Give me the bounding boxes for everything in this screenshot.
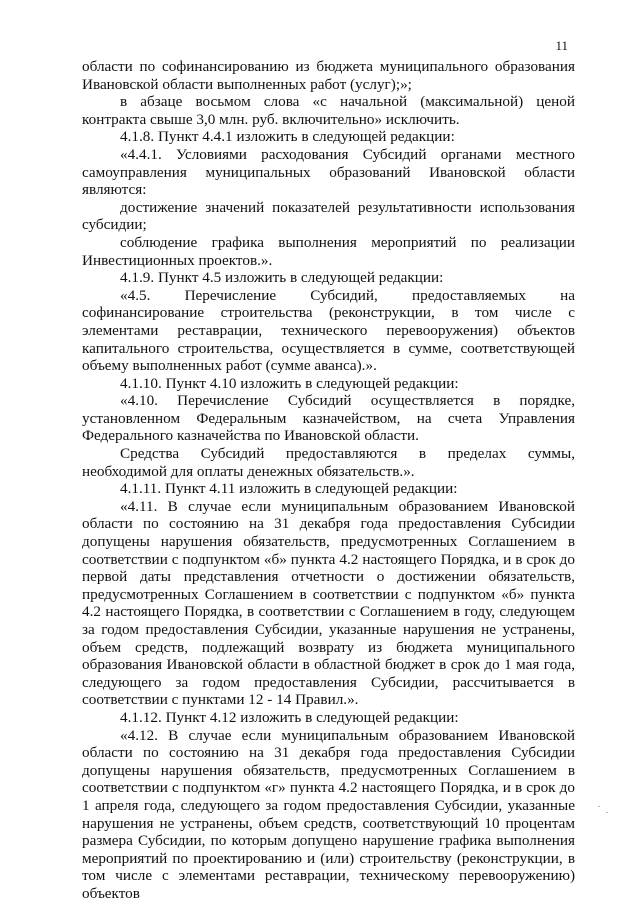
document-body — [82, 58, 575, 903]
paragraph: 4.1.10. Пункт 4.10 изложить в следующей редакции: — [120, 374, 459, 392]
paragraph: 4.1.12. Пункт 4.12 изложить в следующей редакции: — [120, 708, 459, 726]
paragraph: в абзаце восьмом слова «с начальной (максимальной) ценой контракта свыше 3,0 млн. руб. включительно» исключить. — [82, 93, 575, 128]
page-number: 11 — [555, 38, 568, 53]
paragraph: 4.1.9. Пункт 4.5 изложить в следующей редакции: — [120, 269, 444, 287]
paragraph: 4.1.11. Пункт 4.11 изложить в следующей редакции: — [120, 480, 458, 498]
scan-speck — [598, 806, 600, 807]
paragraph: «4.10. Перечисление Субсидий осуществляется в порядке, установленном Федеральным казначейством, на счета Управления Федерального казначейства по Ивановской области. — [82, 392, 575, 445]
paragraph: «4.5. Перечисление Субсидий, предоставляемых на софинансирование строительства (реконструкции, в том числе с элементами реставрации, технического перевооружения) объектов капитального строительства, осуществляется в сумме, соответствующей объему выполненных работ (сумме аванса).». — [82, 286, 575, 375]
paragraph: соблюдение графика выполнения мероприятий по реализации Инвестиционных проектов.». — [82, 233, 575, 269]
paragraph: Средства Субсидий предоставляются в пределах суммы, необходимой для оплаты денежных обязательств.». — [82, 445, 575, 480]
paragraph: «4.11. В случае если муниципальным образованием Ивановской области по состоянию на 31 декабря года предоставления Субсидии допущены нарушения обязательств, предусмотренных Соглашением в соответствии с подпунктом «б» пункта 4.2 настоящего Порядка, и в срок до первой даты представления отчетности о достижении обязательств, предусмотренных Соглашением в соответствии с подпунктом «б» пункта 4.2 настоящего Порядка, в соответствии с Соглашением в году, следующем за годом предоставления Субсидии, указанные нарушения не устранены, объем средств, подлежащий возврату из бюджета муниципального образования Ивановской области в областной бюджет в срок до 1 мая года, следующего за годом предоставления Субсидии, рассчитывается в соответствии с пунктами 12 - 14 Правил.». — [82, 497, 575, 709]
paragraph: достижение значений показателей результативности использования субсидии; — [82, 198, 575, 234]
scan-speck — [606, 812, 608, 813]
paragraph: «4.4.1. Условиями расходования Субсидий органами местного самоуправления муниципальных образований Ивановской области являются: — [82, 145, 575, 199]
paragraph: области по софинансированию из бюджета муниципального образования Ивановской области выполненных работ (услуг);»; — [82, 58, 575, 93]
paragraph: «4.12. В случае если муниципальным образованием Ивановской области по состоянию на 31 декабря года предоставления Субсидии допущены нарушения обязательств, предусмотренных Соглашением в соответствии с подпунктом «г» пункта 4.2 настоящего Порядка, и в срок до 1 апреля года, следующего за годом предоставления Субсидии, указанные нарушения не устранены, объем средств, соответствующий 10 процентам размера Субсидии, по которым допущено нарушение графика выполнения мероприятий по проектированию и (или) строительству (реконструкции, в том числе с элементами реставрации, техническому перевооружению) объектов — [82, 726, 575, 902]
paragraph: 4.1.8. Пункт 4.4.1 изложить в следующей редакции: — [120, 128, 455, 146]
